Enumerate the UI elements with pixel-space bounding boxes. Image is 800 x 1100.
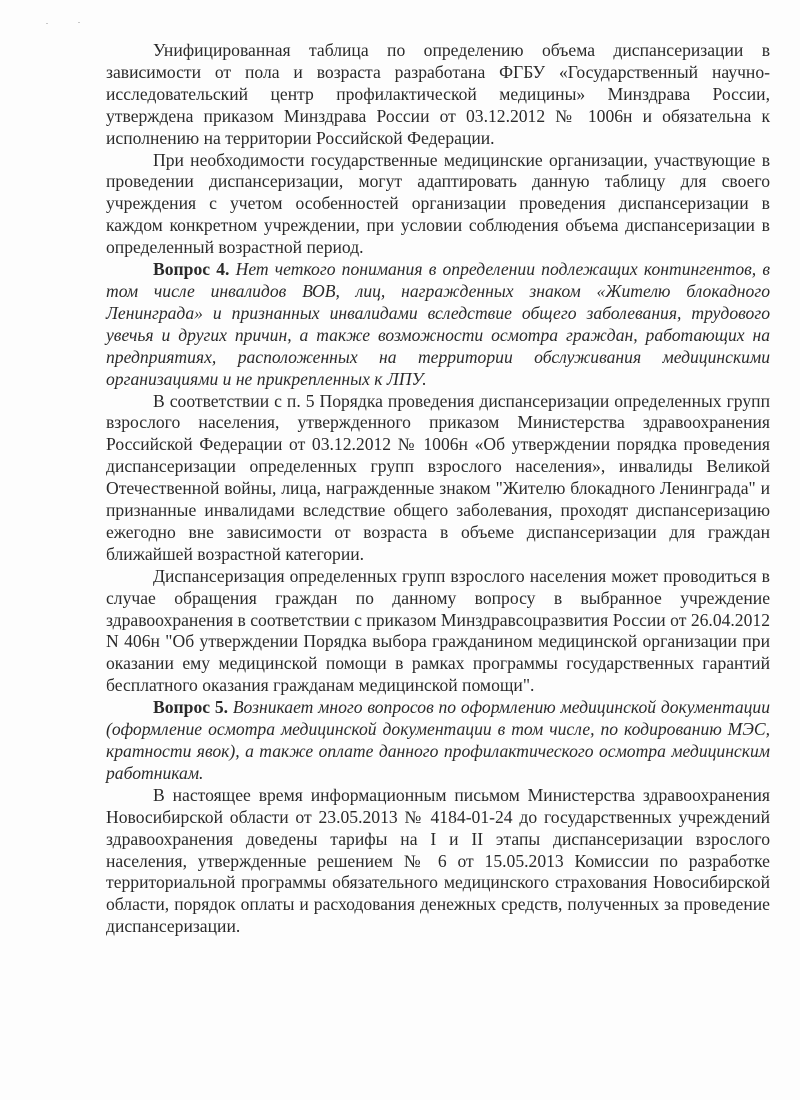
paragraph-adaptation — [106, 150, 770, 260]
answer-4-part-1 — [106, 391, 770, 566]
paragraph-text: В настоящее время информационным письмом Министерства здравоохранения Новосибирской области от 23.05.2013 № 4184-01-24 до государственных учреждений здравоохранения доведены тарифы на I и II этапы диспансеризации взрослого населения, утвержденные решением № 6 от 15.05.2013 Комиссии по разработке территориальной программы обязательного медицинского страхования Новосибирской области, порядок оплаты и расходования денежных средств, полученных за проведение диспансеризации. — [106, 784, 770, 937]
paragraph-text: Диспансеризация определенных групп взрослого населения может проводиться в случае обращения граждан по данному вопросу в выбранное учреждение здравоохранения в соответствии с приказом Минздравсоцразвития России от 26.04.2012 N 406н "Об утверждении Порядка выбора гражданином медицинской организации при оказании ему медицинской помощи в рамках программы государственных гарантий бесплатного оказания гражданам медицинской помощи". — [106, 565, 770, 696]
answer-4-part-2 — [106, 566, 770, 697]
paragraph-unified-table — [106, 40, 770, 150]
scan-speck — [46, 23, 48, 24]
question-label: Вопрос 4. — [153, 259, 230, 280]
document-body — [106, 40, 770, 938]
paragraph-text: В соответствии с п. 5 Порядка проведения диспансеризации определенных групп взрослого населения, утвержденного приказом Министерства здравоохранения Российской Федерации от 03.12.2012 № 1006н «Об утверждении порядка проведения диспансеризации определенных групп взрослого населения», инвалиды Великой Отечественной войны, лица, награжденные знаком "Жителю блокадного Ленинграда" и признанные инвалидами вследствие общего заболевания, проходят диспансеризацию ежегодно вне зависимости от возраста в объеме диспансеризации для граждан ближайшей возрастной категории. — [106, 390, 770, 564]
question-text: Нет четкого понимания в определении подлежащих контингентов, в том числе инвалидов ВОВ, лиц, награжденных знаком «Жителю блокадного Ленинграда» и признанных инвалидами вследствие общего заболевания, трудового увечья и других причин, а также возможности осмотра граждан, работающих на предприятиях, расположенных на территории обслуживания медицинскими организациями и не прикрепленных к ЛПУ. — [106, 259, 770, 389]
question-text: Возникает много вопросов по оформлению медицинской документации (оформление осмотра медицинской документации в том числе, по кодированию МЭС, кратности явок), а также оплате данного профилактического осмотра медицинским работникам. — [106, 697, 771, 783]
paragraph-text: Унифицированная таблица по определению объема диспансеризации в зависимости от пола и возраста разработана ФГБУ «Государственный научно-исследовательский центр профилактической медицины» Минздрава России, утверждена приказом Минздрава России от 03.12.2012 № 1006н и обязательна к исполнению на территории Российской Федерации. — [106, 40, 770, 148]
paragraph-text: При необходимости государственные медицинские организации, участвующие в проведении диспансеризации, могут адаптировать данную таблицу для своего учреждения с учетом особенностей организации проведения диспансеризации в каждом конкретном учреждении, при условии соблюдения объема диспансеризации в определенный возрастной период. — [106, 149, 770, 258]
scan-speck — [78, 22, 80, 23]
answer-5 — [106, 785, 770, 938]
question-label: Вопрос 5. — [153, 697, 229, 718]
question-5 — [106, 697, 770, 785]
question-4 — [106, 259, 770, 390]
